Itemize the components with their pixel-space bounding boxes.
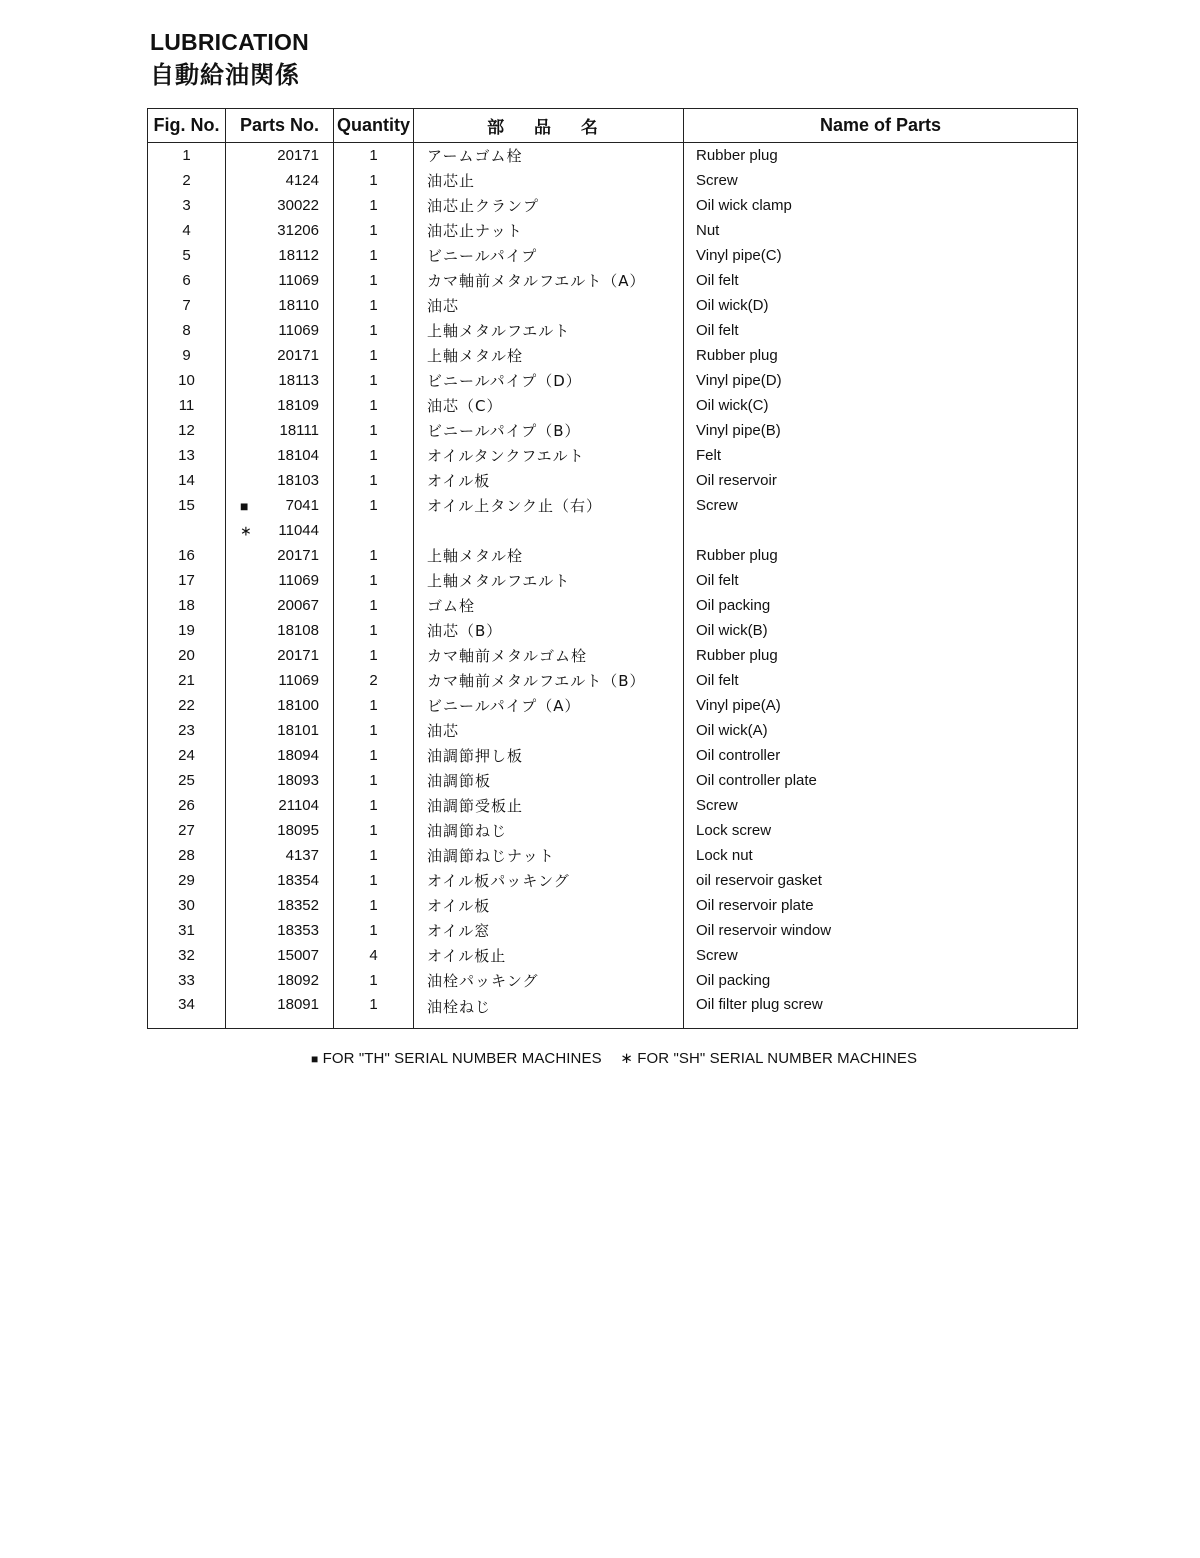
table-row bbox=[148, 618, 1078, 643]
name-japanese-cell: 油芯（C） bbox=[414, 393, 684, 418]
name-japanese-cell: ゴム栓 bbox=[414, 593, 684, 618]
quantity-cell: 1 bbox=[334, 368, 414, 393]
fig-no-cell: 1 bbox=[182, 147, 191, 164]
quantity-cell: 1 bbox=[334, 493, 414, 518]
parts-no-cell bbox=[226, 943, 334, 968]
quantity-cell: 1 bbox=[334, 718, 414, 743]
name-japanese-cell: 油調節板 bbox=[414, 768, 684, 793]
name-of-parts-cell: Rubber plug bbox=[684, 143, 1078, 169]
fig-no-cell: 20 bbox=[178, 647, 195, 664]
quantity-cell: 1 bbox=[334, 393, 414, 418]
parts-no-value: 18104 bbox=[277, 447, 319, 464]
name-of-parts-cell: Oil filter plug screw bbox=[684, 993, 1078, 1029]
quantity-cell: 1 bbox=[334, 993, 414, 1029]
table-row bbox=[148, 293, 1078, 318]
fig-no-cell: 29 bbox=[178, 872, 195, 889]
fig-no-cell: 2 bbox=[182, 172, 191, 189]
name-japanese-cell: オイル窓 bbox=[414, 918, 684, 943]
parts-no-cell bbox=[226, 643, 334, 668]
fig-no-cell: 15 bbox=[178, 497, 195, 514]
name-japanese-cell bbox=[414, 518, 684, 543]
quantity-cell: 1 bbox=[334, 168, 414, 193]
name-of-parts-cell: Vinyl pipe(C) bbox=[684, 243, 1078, 268]
fig-no-cell: 13 bbox=[178, 447, 195, 464]
name-of-parts-cell: oil reservoir gasket bbox=[684, 868, 1078, 893]
name-japanese-cell: オイル板 bbox=[414, 893, 684, 918]
parts-no-value: 18352 bbox=[277, 897, 319, 914]
name-of-parts-cell: Oil controller plate bbox=[684, 768, 1078, 793]
table-row bbox=[148, 318, 1078, 343]
name-japanese-cell: ビニールパイプ（D） bbox=[414, 368, 684, 393]
parts-no-value: 11069 bbox=[278, 322, 319, 339]
name-of-parts-cell: Oil felt bbox=[684, 268, 1078, 293]
parts-no-value: 20171 bbox=[277, 647, 319, 664]
table-row bbox=[148, 643, 1078, 668]
fig-no-cell: 27 bbox=[178, 822, 195, 839]
name-of-parts-cell: Vinyl pipe(D) bbox=[684, 368, 1078, 393]
table-row bbox=[148, 993, 1078, 1029]
table-row bbox=[148, 243, 1078, 268]
table-row bbox=[148, 493, 1078, 518]
name-of-parts-cell: Rubber plug bbox=[684, 543, 1078, 568]
quantity-cell: 1 bbox=[334, 568, 414, 593]
name-japanese-cell: オイル板止 bbox=[414, 943, 684, 968]
name-japanese-cell: オイル板 bbox=[414, 468, 684, 493]
parts-no-value: 18095 bbox=[277, 822, 319, 839]
fig-no-cell: 10 bbox=[178, 372, 195, 389]
name-japanese-cell: 油調節受板止 bbox=[414, 793, 684, 818]
name-of-parts-cell: Screw bbox=[684, 793, 1078, 818]
table-row bbox=[148, 568, 1078, 593]
parts-no-cell bbox=[226, 843, 334, 868]
table-row bbox=[148, 218, 1078, 243]
table-row bbox=[148, 418, 1078, 443]
fig-no-cell: 4 bbox=[182, 222, 191, 239]
quantity-cell: 2 bbox=[334, 668, 414, 693]
serial-marker-icon: ■ bbox=[240, 497, 249, 514]
fig-no-cell: 26 bbox=[178, 797, 195, 814]
name-japanese-cell: 油芯止クランプ bbox=[414, 193, 684, 218]
quantity-cell: 1 bbox=[334, 193, 414, 218]
parts-no-cell bbox=[226, 968, 334, 993]
table-row bbox=[148, 918, 1078, 943]
parts-no-cell bbox=[226, 443, 334, 468]
table-row bbox=[148, 168, 1078, 193]
parts-no-cell bbox=[226, 793, 334, 818]
parts-no-cell bbox=[226, 493, 334, 518]
header-name-of-parts: Name of Parts bbox=[684, 109, 1078, 143]
table-row bbox=[148, 668, 1078, 693]
table-row bbox=[148, 593, 1078, 618]
parts-no-cell bbox=[226, 318, 334, 343]
fig-no-cell: 21 bbox=[178, 672, 195, 689]
parts-no-cell bbox=[226, 893, 334, 918]
name-japanese-cell: 上軸メタル栓 bbox=[414, 343, 684, 368]
parts-no-value: 18113 bbox=[278, 372, 319, 389]
table-row bbox=[148, 443, 1078, 468]
name-of-parts-cell: Lock nut bbox=[684, 843, 1078, 868]
name-of-parts-cell: Nut bbox=[684, 218, 1078, 243]
fig-no-cell: 31 bbox=[178, 922, 195, 939]
fig-no-cell: 7 bbox=[182, 297, 191, 314]
quantity-cell: 1 bbox=[334, 293, 414, 318]
quantity-cell: 1 bbox=[334, 968, 414, 993]
name-of-parts-cell: Oil felt bbox=[684, 568, 1078, 593]
name-of-parts-cell: Oil reservoir window bbox=[684, 918, 1078, 943]
name-of-parts-cell: Oil controller bbox=[684, 743, 1078, 768]
fig-no-cell: 25 bbox=[178, 772, 195, 789]
page-title: LUBRICATION bbox=[150, 29, 309, 55]
parts-no-value: 20171 bbox=[277, 147, 319, 164]
parts-no-cell bbox=[226, 693, 334, 718]
parts-no-cell bbox=[226, 818, 334, 843]
name-japanese-cell: オイル上タンク止（右） bbox=[414, 493, 684, 518]
quantity-cell: 1 bbox=[334, 418, 414, 443]
parts-no-value: 11044 bbox=[278, 522, 319, 539]
name-japanese-cell: 上軸メタルフエルト bbox=[414, 318, 684, 343]
name-japanese-cell: オイルタンクフエルト bbox=[414, 443, 684, 468]
fig-no-cell: 14 bbox=[178, 472, 195, 489]
quantity-cell: 1 bbox=[334, 618, 414, 643]
fig-no-cell: 33 bbox=[178, 972, 195, 989]
name-of-parts-cell: Oil wick(D) bbox=[684, 293, 1078, 318]
fig-no-cell: 9 bbox=[182, 347, 191, 364]
name-of-parts-cell: Screw bbox=[684, 943, 1078, 968]
name-of-parts-cell: Oil felt bbox=[684, 668, 1078, 693]
fig-no-cell: 30 bbox=[178, 897, 195, 914]
quantity-cell: 1 bbox=[334, 468, 414, 493]
footnote bbox=[311, 1049, 917, 1067]
parts-no-cell bbox=[226, 268, 334, 293]
fig-no-cell: 24 bbox=[178, 747, 195, 764]
parts-no-value: 18101 bbox=[277, 722, 319, 739]
parts-no-value: 18112 bbox=[278, 247, 319, 264]
table-row bbox=[148, 368, 1078, 393]
parts-no-cell bbox=[226, 243, 334, 268]
parts-no-cell bbox=[226, 868, 334, 893]
parts-table bbox=[147, 108, 1078, 1029]
name-japanese-cell: 上軸メタルフエルト bbox=[414, 568, 684, 593]
name-of-parts-cell bbox=[684, 518, 1078, 543]
quantity-cell bbox=[334, 518, 414, 543]
quantity-cell: 1 bbox=[334, 443, 414, 468]
parts-no-cell bbox=[226, 343, 334, 368]
name-of-parts-cell: Vinyl pipe(B) bbox=[684, 418, 1078, 443]
name-of-parts-cell: Lock screw bbox=[684, 818, 1078, 843]
name-of-parts-cell: Oil wick(C) bbox=[684, 393, 1078, 418]
table-row bbox=[148, 818, 1078, 843]
name-of-parts-cell: Oil wick(A) bbox=[684, 718, 1078, 743]
table-row bbox=[148, 468, 1078, 493]
name-japanese-cell: 油調節ねじナット bbox=[414, 843, 684, 868]
parts-no-value: 18103 bbox=[277, 472, 319, 489]
parts-no-value: 18111 bbox=[279, 422, 319, 439]
name-japanese-cell: 油芯（B） bbox=[414, 618, 684, 643]
fig-no-cell: 23 bbox=[178, 722, 195, 739]
parts-no-value: 18091 bbox=[277, 996, 319, 1013]
name-japanese-cell: カマ軸前メタルフエルト（B） bbox=[414, 668, 684, 693]
parts-no-cell bbox=[226, 593, 334, 618]
parts-no-value: 18108 bbox=[277, 622, 319, 639]
table-row bbox=[148, 193, 1078, 218]
name-japanese-cell: ビニールパイプ（A） bbox=[414, 693, 684, 718]
parts-no-cell bbox=[226, 618, 334, 643]
table-header-row bbox=[148, 109, 1078, 143]
parts-no-value: 11069 bbox=[278, 272, 319, 289]
parts-no-cell bbox=[226, 393, 334, 418]
parts-no-value: 18354 bbox=[277, 872, 319, 889]
parts-no-cell bbox=[226, 218, 334, 243]
parts-no-cell bbox=[226, 768, 334, 793]
fig-no-cell: 12 bbox=[178, 422, 195, 439]
parts-no-value: 18109 bbox=[277, 397, 319, 414]
parts-no-cell bbox=[226, 193, 334, 218]
parts-no-cell bbox=[226, 368, 334, 393]
header-parts-no: Parts No. bbox=[226, 109, 334, 143]
name-of-parts-cell: Screw bbox=[684, 168, 1078, 193]
table-row bbox=[148, 768, 1078, 793]
table-row bbox=[148, 843, 1078, 868]
name-japanese-cell: 油栓パッキング bbox=[414, 968, 684, 993]
fig-no-cell: 17 bbox=[178, 572, 195, 589]
name-of-parts-cell: Oil packing bbox=[684, 968, 1078, 993]
parts-no-value: 18100 bbox=[277, 697, 319, 714]
table-row bbox=[148, 793, 1078, 818]
name-japanese-cell: オイル板パッキング bbox=[414, 868, 684, 893]
parts-no-cell bbox=[226, 918, 334, 943]
quantity-cell: 1 bbox=[334, 743, 414, 768]
parts-no-cell bbox=[226, 518, 334, 543]
table-row bbox=[148, 968, 1078, 993]
quantity-cell: 1 bbox=[334, 868, 414, 893]
quantity-cell: 1 bbox=[334, 918, 414, 943]
table-row bbox=[148, 343, 1078, 368]
fig-no-cell: 11 bbox=[178, 397, 195, 414]
table-row bbox=[148, 743, 1078, 768]
parts-no-value: 20171 bbox=[277, 547, 319, 564]
quantity-cell: 1 bbox=[334, 643, 414, 668]
parts-no-value: 18094 bbox=[277, 747, 319, 764]
th-marker-icon: ■ bbox=[311, 1052, 319, 1066]
table-row bbox=[148, 543, 1078, 568]
name-japanese-cell: 油栓ねじ bbox=[414, 993, 684, 1029]
fig-no-cell: 22 bbox=[178, 697, 195, 714]
quantity-cell: 1 bbox=[334, 218, 414, 243]
name-of-parts-cell: Rubber plug bbox=[684, 343, 1078, 368]
name-japanese-cell: カマ軸前メタルゴム栓 bbox=[414, 643, 684, 668]
fig-no-cell bbox=[148, 518, 226, 543]
fig-no-cell: 18 bbox=[178, 597, 195, 614]
fig-no-cell: 3 bbox=[182, 197, 191, 214]
quantity-cell: 1 bbox=[334, 843, 414, 868]
table-row bbox=[148, 393, 1078, 418]
parts-no-value: 30022 bbox=[277, 197, 319, 214]
name-of-parts-cell: Oil packing bbox=[684, 593, 1078, 618]
fig-no-cell: 16 bbox=[178, 547, 195, 564]
parts-no-value: 18093 bbox=[277, 772, 319, 789]
quantity-cell: 1 bbox=[334, 268, 414, 293]
parts-no-cell bbox=[226, 668, 334, 693]
parts-no-value: 18110 bbox=[278, 297, 319, 314]
page-title-japanese: 自動給油関係 bbox=[150, 61, 300, 89]
name-of-parts-cell: Oil wick(B) bbox=[684, 618, 1078, 643]
table-row bbox=[148, 143, 1078, 169]
parts-no-value: 31206 bbox=[277, 222, 319, 239]
name-japanese-cell: ビニールパイプ bbox=[414, 243, 684, 268]
table-row bbox=[148, 268, 1078, 293]
footnote-th-text: FOR "TH" SERIAL NUMBER MACHINES bbox=[322, 1050, 602, 1067]
quantity-cell: 1 bbox=[334, 793, 414, 818]
table-row bbox=[148, 943, 1078, 968]
fig-no-cell: 8 bbox=[182, 322, 191, 339]
serial-marker-icon: ∗ bbox=[240, 522, 252, 538]
header-fig-no: Fig. No. bbox=[148, 109, 226, 143]
fig-no-cell: 28 bbox=[178, 847, 195, 864]
name-japanese-cell: 油芯止ナット bbox=[414, 218, 684, 243]
name-japanese-cell: アームゴム栓 bbox=[414, 143, 684, 169]
parts-no-value: 4137 bbox=[285, 847, 319, 864]
name-japanese-cell: 油芯 bbox=[414, 718, 684, 743]
name-japanese-cell: 上軸メタル栓 bbox=[414, 543, 684, 568]
name-of-parts-cell: Oil felt bbox=[684, 318, 1078, 343]
footnote-sh-text: FOR "SH" SERIAL NUMBER MACHINES bbox=[637, 1050, 918, 1067]
name-of-parts-cell: Screw bbox=[684, 493, 1078, 518]
parts-no-value: 20067 bbox=[277, 597, 319, 614]
fig-no-cell: 34 bbox=[178, 996, 195, 1013]
parts-no-value: 4124 bbox=[285, 172, 319, 189]
name-japanese-cell: 油芯止 bbox=[414, 168, 684, 193]
quantity-cell: 1 bbox=[334, 693, 414, 718]
name-of-parts-cell: Vinyl pipe(A) bbox=[684, 693, 1078, 718]
parts-no-value: 21104 bbox=[278, 797, 319, 814]
sh-marker-icon: ∗ bbox=[620, 1050, 633, 1067]
parts-no-cell bbox=[226, 543, 334, 568]
parts-no-cell bbox=[226, 418, 334, 443]
parts-no-value: 15007 bbox=[277, 947, 319, 964]
parts-no-value: 11069 bbox=[278, 672, 319, 689]
quantity-cell: 1 bbox=[334, 318, 414, 343]
parts-no-cell bbox=[226, 293, 334, 318]
fig-no-cell: 6 bbox=[182, 272, 191, 289]
parts-no-cell bbox=[226, 718, 334, 743]
table-row bbox=[148, 718, 1078, 743]
header-quantity: Quantity bbox=[334, 109, 414, 143]
quantity-cell: 1 bbox=[334, 768, 414, 793]
parts-no-value: 20171 bbox=[277, 347, 319, 364]
name-of-parts-cell: Rubber plug bbox=[684, 643, 1078, 668]
table-row bbox=[148, 693, 1078, 718]
name-japanese-cell: ビニールパイプ（B） bbox=[414, 418, 684, 443]
table-body bbox=[148, 143, 1078, 1029]
parts-no-value: 7041 bbox=[285, 497, 319, 514]
table-row bbox=[148, 868, 1078, 893]
parts-no-cell bbox=[226, 568, 334, 593]
parts-no-value: 18353 bbox=[277, 922, 319, 939]
quantity-cell: 1 bbox=[334, 143, 414, 169]
parts-no-value: 18092 bbox=[277, 972, 319, 989]
name-japanese-cell: 油調節ねじ bbox=[414, 818, 684, 843]
parts-no-cell bbox=[226, 168, 334, 193]
name-of-parts-cell: Oil wick clamp bbox=[684, 193, 1078, 218]
quantity-cell: 1 bbox=[334, 343, 414, 368]
quantity-cell: 1 bbox=[334, 543, 414, 568]
name-japanese-cell: カマ軸前メタルフエルト（A） bbox=[414, 268, 684, 293]
table-row bbox=[148, 893, 1078, 918]
fig-no-cell: 19 bbox=[178, 622, 195, 639]
parts-no-cell bbox=[226, 993, 334, 1029]
quantity-cell: 1 bbox=[334, 593, 414, 618]
name-of-parts-cell: Oil reservoir plate bbox=[684, 893, 1078, 918]
table-row bbox=[148, 518, 1078, 543]
parts-no-cell bbox=[226, 743, 334, 768]
name-japanese-cell: 油調節押し板 bbox=[414, 743, 684, 768]
quantity-cell: 4 bbox=[334, 943, 414, 968]
fig-no-cell: 32 bbox=[178, 947, 195, 964]
parts-no-cell bbox=[226, 143, 334, 169]
parts-no-value: 11069 bbox=[278, 572, 319, 589]
parts-no-cell bbox=[226, 468, 334, 493]
fig-no-cell: 5 bbox=[182, 247, 191, 264]
name-japanese-cell: 油芯 bbox=[414, 293, 684, 318]
name-of-parts-cell: Felt bbox=[684, 443, 1078, 468]
quantity-cell: 1 bbox=[334, 243, 414, 268]
quantity-cell: 1 bbox=[334, 818, 414, 843]
quantity-cell: 1 bbox=[334, 893, 414, 918]
header-name-japanese: 部 品 名 bbox=[414, 109, 684, 143]
name-of-parts-cell: Oil reservoir bbox=[684, 468, 1078, 493]
